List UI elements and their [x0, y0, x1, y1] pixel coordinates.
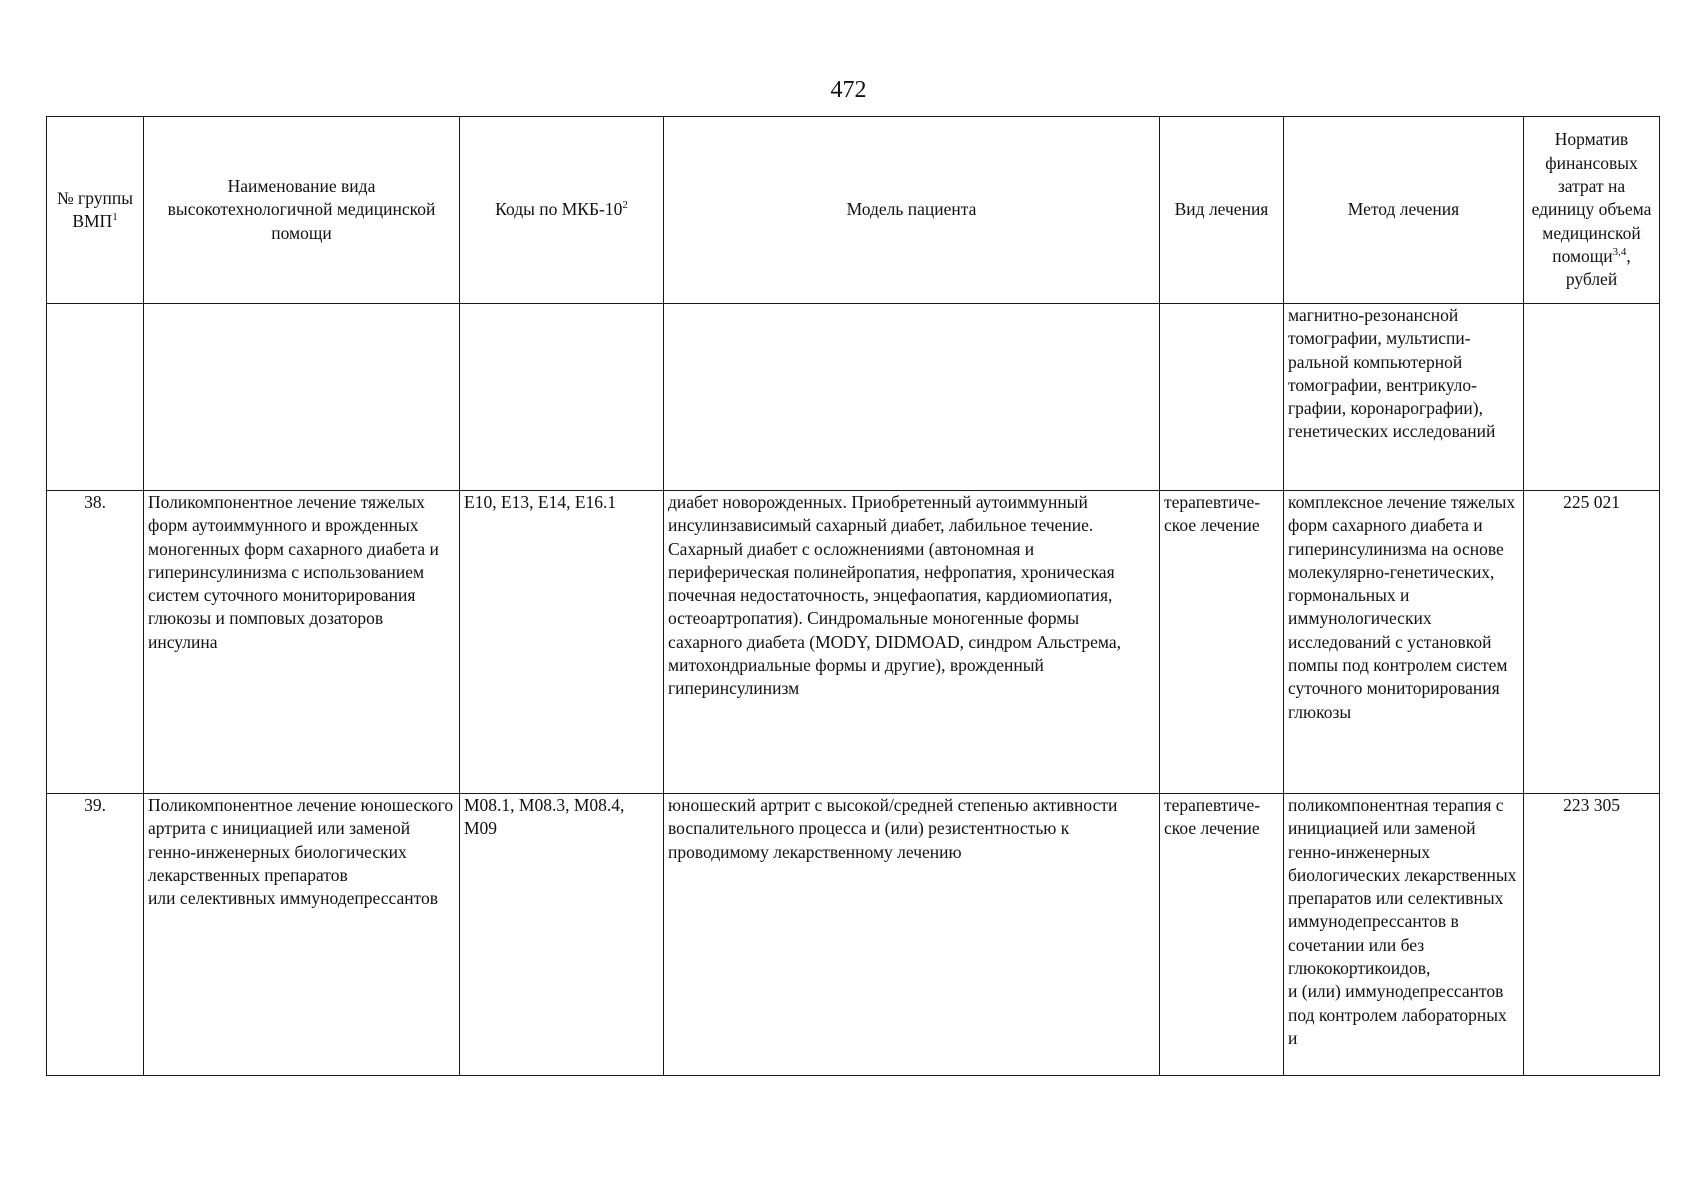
header-method: Метод лечения — [1284, 117, 1524, 304]
cell-name: Поликомпонентное лечение тяжелых форм аутоиммунного и врожденных моногенных форм сахарного диабета и гиперинсулинизма с использованием систем суточного мониторирования глюкозы и помповых дозаторов инсулина — [144, 491, 460, 794]
table-row — [47, 491, 1660, 794]
cell-codes: M08.1, M08.3, M08.4, M09 — [460, 794, 664, 1076]
page-number: 472 — [830, 77, 867, 103]
cell-codes — [460, 304, 664, 491]
cell-group — [47, 304, 144, 491]
cell-model: юношеский артрит с высокой/средней степенью активности воспалительного процесса и (или) резистентностью к проводимому лекарственному лечению — [664, 794, 1160, 1076]
cell-model — [664, 304, 1160, 491]
cell-method: поликомпонентная терапия с инициацией или заменой генно-инженерных биологических лекарственных препаратов или селективных иммунодепрессантов в сочетании или без глюкокортикоидов, и (или) иммунодепрессантов под контролем лабораторных и — [1284, 794, 1524, 1076]
cell-name — [144, 304, 460, 491]
table-row — [47, 794, 1660, 1076]
header-group: № группы ВМП$^1$ — [47, 117, 144, 304]
cell-type: терапевтическое лечение — [1160, 794, 1284, 1076]
cell-norm: 223 305 — [1524, 794, 1660, 1076]
header-type: Вид лечения — [1160, 117, 1284, 304]
cell-name: Поликомпонентное лечение юношеского артрита с инициацией или заменой генно-инженерных биологических лекарственных препаратов или селективных иммунодепрессантов — [144, 794, 460, 1076]
header-codes: Коды по МКБ-$10^2$ — [460, 117, 664, 304]
cell-method: комплексное лечение тяжелых форм сахарного диабета и гиперинсулинизма на основе молекулярно-генетических, гормональных и иммунологических исследований с установкой помпы под контролем систем суточного мониторирования глюкозы — [1284, 491, 1524, 794]
cell-model: диабет новорожденных. Приобретенный аутоиммунный инсулинзависимый сахарный диабет, лабильное течение. Сахарный диабет с осложнениями (автономная и периферическая полинейропатия, нефропатия, хроническая почечная недостаточность, энцефаопатия, кардиомиопатия, остеоартропатия). Синдромальные моногенные формы сахарного диабета (MODY, DIDMOAD, синдром Альстрема, митохондриальные формы и другие), врожденный гиперинсулинизм — [664, 491, 1160, 794]
header-norm: Норматив финансовых затрат на единицу объема медицинской помощи$^{3,4}$, рублей — [1524, 117, 1660, 304]
cell-codes: E10, E13, E14, E16.1 — [460, 491, 664, 794]
cell-group: 39. — [47, 794, 144, 1076]
vmp-table — [46, 116, 1660, 1076]
cell-group: 38. — [47, 491, 144, 794]
header-name: Наименование вида высокотехнологичной медицинской помощи — [144, 117, 460, 304]
header-model: Модель пациента — [664, 117, 1160, 304]
cell-norm — [1524, 304, 1660, 491]
table-row — [47, 304, 1660, 491]
cell-method: магнитно-резонансной томографии, мультиспиральной компьютерной томографии, вентрикулографии, коронарографии), генетических исследований — [1284, 304, 1524, 491]
table-header-row — [47, 117, 1660, 304]
cell-type: терапевтическое лечение — [1160, 491, 1284, 794]
cell-norm: 225 021 — [1524, 491, 1660, 794]
cell-type — [1160, 304, 1284, 491]
